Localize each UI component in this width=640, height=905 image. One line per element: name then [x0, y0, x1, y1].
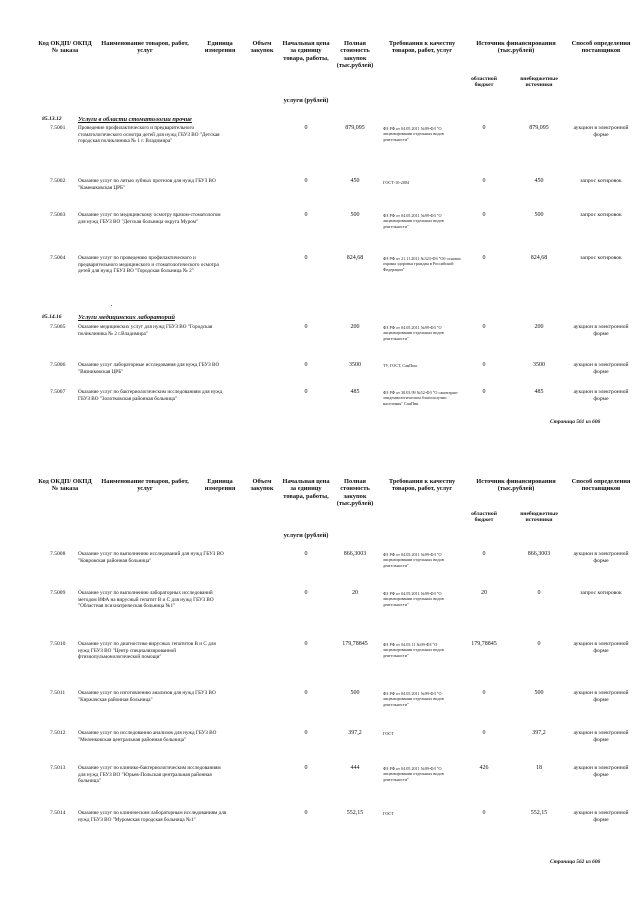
quality-requirements: ГОСТ [383, 811, 394, 816]
order-number: 7.5007 [50, 389, 66, 395]
quality-requirements: ТУ, ГОСТ, СанПин [383, 363, 417, 368]
header-start-price-unit: услуги (рублей) [283, 97, 329, 104]
procurement-method: аукцион в электронной форме [573, 690, 629, 703]
order-number: 7.5011 [50, 690, 66, 696]
order-number: 7.5012 [50, 730, 66, 736]
total-cost: 500 [350, 690, 360, 696]
quality-requirements: ФЗ РФ от 04.05.2011 №99-ФЗ "О лицензировании отдельных видов деятельности" [383, 552, 444, 568]
finance-regional: 0 [482, 178, 486, 184]
finance-offbudget: 485 [534, 389, 544, 395]
item-name: Оказание медицинских услуг для нужд ГБУЗ ВО "Городская поликлиника № 2 г.Владимира" [78, 324, 213, 337]
header-quality: Требования к качеству товаров, работ, услуг [388, 40, 456, 55]
item-name: Оказание услуг по проведению профилактического и предварительного медицинского и стоматологического осмотра детей для нужд ГБУЗ ВО "Городская больница № 2" [78, 255, 219, 274]
total-cost: 179,78845 [342, 641, 368, 647]
start-price: 0 [304, 324, 308, 330]
total-cost: 444 [350, 765, 360, 771]
item-name: Оказание услуг по исследованию анализов для нужд ГБУЗ ВО "Меленковская центральная районная больница" [78, 730, 217, 743]
header-method: Способ определения поставщиков [571, 40, 631, 55]
procurement-method: аукцион в электронной форме [573, 551, 629, 564]
order-number: 7.5010 [50, 641, 66, 647]
start-price: 0 [304, 255, 308, 261]
finance-offbudget: 3500 [533, 362, 545, 368]
header-quality: Требования к качеству товаров, работ, услуг [388, 478, 456, 493]
total-cost: 397,2 [348, 730, 362, 736]
finance-regional: 0 [482, 125, 486, 131]
quality-requirements: ФЗ РФ от 04.05.2011 №99-ФЗ "О лицензировании отдельных видов деятельности" [383, 126, 444, 142]
start-price: 0 [304, 178, 308, 184]
procurement-method: запрос котировок [580, 212, 622, 218]
start-price: 0 [304, 810, 308, 816]
start-price: 0 [304, 551, 308, 557]
order-number: 7.5005 [50, 324, 66, 330]
finance-regional: 0 [482, 730, 486, 736]
header-total: Полная стоимость закупок (тыс.рублей) [336, 40, 374, 70]
total-cost: 879,095 [345, 125, 365, 131]
total-cost: 3500 [349, 362, 361, 368]
finance-regional: 426 [479, 765, 489, 771]
finance-offbudget: 500 [534, 690, 544, 696]
finance-offbudget: 879,095 [529, 125, 549, 131]
item-name: Оказание услуг по выполнению лабораторных исследований методом ИФА на вирусный гепатит В и С для нужд ГБУЗ ВО "Областная психиатрическая больница №1" [78, 590, 214, 609]
finance-regional: 0 [482, 362, 486, 368]
start-price: 0 [304, 730, 308, 736]
header-volume: Объем закупок [250, 478, 274, 493]
item-name: Оказание услуг лабораторные исследования для нужд ГБУЗ ВО "Вязниковская ЦРБ" [78, 362, 220, 375]
header-finance-offbudget: внебюджетные источники [520, 511, 558, 524]
header-start-price-unit: услуги (рублей) [283, 532, 329, 539]
finance-offbudget: 0 [537, 590, 541, 596]
header-name: Наименование товаров, работ, услуг [101, 478, 189, 493]
header-finance-offbudget: внебюджетные источники [520, 76, 558, 89]
procurement-method: аукцион в электронной форме [573, 810, 629, 823]
finance-offbudget: 866,3003 [527, 551, 551, 557]
start-price: 0 [304, 765, 308, 771]
finance-regional: 0 [482, 324, 486, 330]
finance-offbudget: 397,2 [532, 730, 546, 736]
finance-regional: 0 [482, 212, 486, 218]
quality-requirements: ФЗ РФ от 04.05.11 №99-ФЗ "О лицензировании отдельных видов деятельности" [383, 642, 444, 658]
section-code: 85.13.12 [42, 116, 62, 122]
procurement-method: аукцион в электронной форме [573, 730, 629, 743]
procurement-method: аукцион в электронной форме [573, 389, 629, 402]
quality-requirements: ФЗ РФ от 04.05.2011 №99-ФЗ "О лицензировании отдельных видов деятельности" [383, 213, 444, 229]
item-name: Оказание услуг по выполнению исследований для нужд ГБУЗ ВО "Ковровская районная больница" [78, 551, 224, 564]
procurement-method: аукцион в электронной форме [573, 641, 629, 654]
order-number: 7.5013 [50, 765, 66, 771]
header-unit: Единица измерения [204, 478, 236, 493]
header-name: Наименование товаров, работ, услуг [101, 40, 189, 55]
finance-offbudget: 0 [537, 641, 541, 647]
total-cost: 450 [350, 178, 360, 184]
document-page-561 [0, 0, 640, 452]
order-number: 7.5003 [50, 212, 66, 218]
header-unit: Единица измерения [204, 40, 236, 55]
finance-offbudget: 824,68 [530, 255, 548, 261]
start-price: 0 [304, 362, 308, 368]
header-finance-regional: областной бюджет [471, 511, 497, 524]
header-finance-regional: областной бюджет [471, 76, 497, 89]
start-price: 0 [304, 641, 308, 647]
quality-requirements: ГОСТ [383, 731, 394, 736]
header-finance: Источник финансирования (тыс.рублей) [476, 478, 556, 493]
header-start-price: Начальная цена за единицу товара, работы, [282, 478, 330, 500]
quality-requirements: ФЗ РФ от 21.11.2011 №323-ФЗ "Об основах охраны здоровья граждан в Российской Федерации" [383, 256, 461, 272]
section-code: 85.14.16 [42, 314, 62, 320]
finance-regional: 0 [482, 255, 486, 261]
order-number: 7.5009 [50, 590, 66, 596]
finance-offbudget: 450 [534, 178, 544, 184]
start-price: 0 [304, 690, 308, 696]
page-footer: Страница 561 из 606 [550, 419, 601, 425]
header-code: Код ОКДП/ ОКПД № заказа [38, 478, 92, 493]
procurement-method: аукцион в электронной форме [573, 362, 629, 375]
item-name: Оказание услуг по изготовлению анализов для нужд ГБУЗ ВО "Киржачская районная больница" [78, 690, 216, 703]
header-start-price: Начальная цена за единицу товара, работы, [282, 40, 330, 62]
section-title: Услуги медицинских лабораторий [78, 314, 175, 321]
total-cost: 866,3003 [343, 551, 367, 557]
header-total: Полная стоимость закупок (тыс.рублей) [336, 478, 374, 508]
scan-speck [111, 305, 112, 306]
finance-offbudget: 552,15 [530, 810, 548, 816]
item-name: Проведение профилактического и предварительного стоматологического осмотра детей для нужд ГБУЗ ВО "Детская городская поликлиника № 1 г. Владимира" [78, 125, 220, 144]
total-cost: 552,15 [346, 810, 364, 816]
quality-requirements: ФЗ РФ от 04.05.2011 №99-ФЗ "О лицензировании отдельных видов деятельности" [383, 325, 444, 341]
quality-requirements: ФЗ РФ от 30.03.99 №52-ФЗ "О санитарно-эпидемиологическом благополучии населения" СанПин [383, 390, 459, 406]
procurement-method: аукцион в электронной форме [573, 765, 629, 778]
total-cost: 200 [350, 324, 360, 330]
quality-requirements: ФЗ РФ от 04.05.2011 №99-ФЗ "О лицензировании отдельных видов деятельности" [383, 591, 444, 607]
item-name: Оказание услуг по медицинскому осмотру врачом-стоматологом для нужд ГБУЗ ВО "Детская больница округа Муром" [78, 212, 221, 225]
finance-offbudget: 500 [534, 212, 544, 218]
procurement-method: запрос котировок [580, 255, 622, 261]
finance-regional: 0 [482, 389, 486, 395]
procurement-method: аукцион в электронной форме [573, 324, 629, 337]
header-code: Код ОКДП/ ОКПД № заказа [38, 40, 92, 55]
finance-regional: 20 [481, 590, 487, 596]
finance-regional: 0 [482, 810, 486, 816]
item-name: Оказание услуг по клинико-бактериологическим исследованиям для нужд ГБУЗ ВО "Юрьев-Польская центральная районная больница" [78, 765, 221, 784]
total-cost: 485 [350, 389, 360, 395]
total-cost: 824,68 [346, 255, 364, 261]
order-number: 7.5014 [50, 810, 66, 816]
order-number: 7.5004 [50, 255, 66, 261]
order-number: 7.5006 [50, 362, 66, 368]
procurement-method: аукцион в электронной форме [573, 125, 629, 138]
item-name: Оказание услуг по клиническим лабораторным исследованиям для нужд ГБУЗ ВО "Муромская городская больница №1" [78, 810, 227, 823]
quality-requirements: ГОСТ-10-2004 [383, 180, 410, 185]
document-page-562 [0, 452, 640, 905]
item-name: Оказание услуг по бактериологическим исследованиям для нужд ГБУЗ ВО "Золотковская районная больница" [78, 389, 223, 402]
start-price: 0 [304, 590, 308, 596]
procurement-method: запрос котировок [580, 590, 622, 596]
finance-regional: 179,78845 [471, 641, 497, 647]
order-number: 7.5002 [50, 178, 66, 184]
procurement-method: запрос котировок [580, 178, 622, 184]
section-title: Услуги в области стоматологии прочие [78, 116, 192, 123]
header-method: Способ определения поставщиков [571, 478, 631, 493]
quality-requirements: ФЗ РФ от 04.05.2011 №99-ФЗ "О лицензировании отдельных видов деятельности" [383, 766, 444, 782]
order-number: 7.5001 [50, 125, 66, 131]
finance-regional: 0 [482, 690, 486, 696]
total-cost: 20 [352, 590, 358, 596]
finance-offbudget: 18 [536, 765, 542, 771]
finance-offbudget: 200 [534, 324, 544, 330]
header-finance: Источник финансирования (тыс.рублей) [476, 40, 556, 55]
header-volume: Объем закупок [250, 40, 274, 55]
start-price: 0 [304, 389, 308, 395]
item-name: Оказание услуг по литью зубных протезов для нужд ГБУЗ ВО "Камешковская ЦРБ" [78, 178, 216, 191]
quality-requirements: ФЗ РФ от 04.05.2011 №99-ФЗ "О лицензировании отдельных видов деятельности" [383, 691, 444, 707]
total-cost: 500 [350, 212, 360, 218]
start-price: 0 [304, 212, 308, 218]
page-footer: Страница 562 из 606 [550, 859, 601, 865]
finance-regional: 0 [482, 551, 486, 557]
start-price: 0 [304, 125, 308, 131]
order-number: 7.5008 [50, 551, 66, 557]
item-name: Оказание услуг по диагностике вирусных гепатитов В и С для нужд ГБУЗ ВО "Центр специализированной фтизиопульмонологической помощи" [78, 641, 216, 660]
